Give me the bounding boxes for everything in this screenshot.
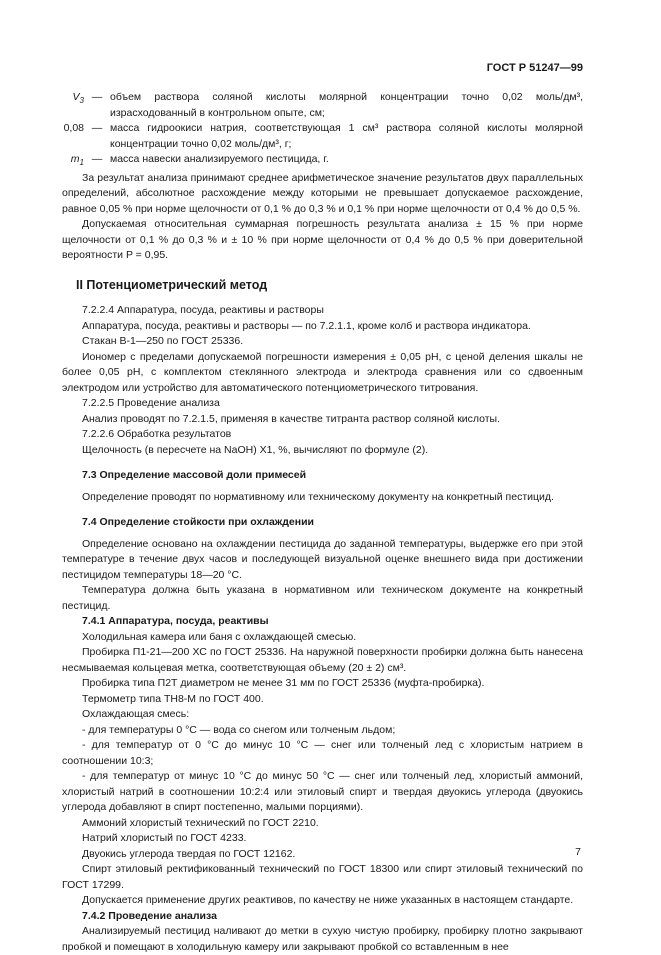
paragraph: Аппаратура, посуда, реактивы и растворы — по 7.2.1.1, кроме колб и раствора индикатора.: [82, 319, 531, 332]
paragraph: Определение основано на охлаждении пестицида до заданной температуры, выдержке его при этой температуре в течение двух часов и последующей визуальной оценке внешнего вида при достижении пестицидом температуры 18—20 °С.: [62, 537, 583, 581]
definition-text: объем раствора соляной кислоты молярной концентрации точно 0,02 моль/дм³, израсходованный в контрольном опыте, см;: [110, 91, 583, 119]
subsection-heading: 7.2.2.4 Аппаратура, посуда, реактивы и растворы: [82, 304, 324, 317]
doc-code-header: ГОСТ Р 51247—99: [486, 62, 583, 74]
paragraph: За результат анализа принимают среднее арифметическое значение результатов двух параллельных определений, абсолютное расхождение между которыми не превышает допускаемое расхождение, равное 0,05 % при норме щелочности от 0,1 % до 0,3 % и 0,1 % при норме щелочности от 0,4 % до 0,5 %.: [62, 171, 583, 215]
subsection-heading: 7.4.1 Аппаратура, посуда, реактивы: [82, 615, 269, 628]
list-item: Допускается применение других реактивов, по качеству не ниже указанных в настоящем стандарте.: [82, 894, 574, 907]
list-item: Двуокись углерода твердая по ГОСТ 12162.: [82, 847, 296, 860]
list-item: Натрий хлористый по ГОСТ 4233.: [82, 832, 247, 845]
section-heading: 7.3 Определение массовой доли примесей: [82, 469, 307, 482]
definition-row: $V_3$ — объем раствора соляной кислоты молярной концентрации точно 0,02 моль/дм³, израсходованный в контрольном опыте, см;: [62, 90, 583, 121]
definition-row: 0,08 — масса гидроокиси натрия, соответствующая 1 см³ раствора соляной кислоты молярной концентрации точно 0,02 моль/дм³, г;: [62, 121, 583, 152]
subsection-heading: 7.4.2 Проведение анализа: [82, 909, 217, 922]
list-item: - для температур от 0 °С до минус 10 °С — снег или толченый лед с хлористым натрием в соотношении 10:3;: [62, 739, 583, 767]
paragraph: Иономер с пределами допускаемой погрешности измерения ± 0,05 pH, с ценой деления шкалы не более 0,05 pH, с комплектом стеклянного электрода и электрода сравнения или со сдвоенным электродом или устройство для автоматического потенциометрического титрования.: [62, 350, 583, 394]
paragraph: Анализ проводят по 7.2.1.5, применяя в качестве титранта раствор соляной кислоты.: [82, 412, 501, 425]
list-item: - для температуры 0 °С — вода со снегом или толченым льдом;: [82, 723, 396, 736]
paragraph: Температура должна быть указана в нормативном или техническом документе на конкретный пестицид.: [62, 584, 583, 612]
list-item: Спирт этиловый ректификованный технический по ГОСТ 18300 или спирт этиловый технический по ГОСТ 17299.: [62, 863, 583, 891]
symbol-constant: 0,08: [63, 122, 84, 134]
paragraph: Определение проводят по нормативному или техническому документу на конкретный пестицид.: [82, 490, 554, 503]
symbol-v3: $V_3$: [72, 91, 84, 106]
list-item: Пробирка П1-21—200 ХС по ГОСТ 25336. На наружной поверхности пробирки должна быть нанесена несмываемая кольцевая метка, соответствующая объему (20 ± 2) см³.: [62, 646, 583, 674]
equipment-list: [62, 630, 583, 909]
paragraph: Анализируемый пестицид наливают до метки в сухую чистую пробирку, пробирку плотно закрывают пробкой и помещают в холодильную камеру или закрывают пробкой со вставленным в нее: [62, 925, 583, 953]
page-body: [62, 90, 583, 955]
paragraph: Щелочность (в пересчете на NaOH) X1, %, вычисляют по формуле (2).: [82, 443, 429, 456]
definition-text: масса гидроокиси натрия, соответствующая 1 см³ раствора соляной кислоты молярной концентрации точно 0,02 моль/дм³, г;: [110, 122, 583, 150]
section-title: II Потенциометрический метод: [76, 277, 268, 292]
list-item: - для температур от минус 10 °С до минус 50 °С — снег или толченый лед, хлористый аммоний, хлористый натрий в соотношении 10:2:4 или этиловый спирт и твердая двуокись углерода (двуокись углерода добавляют в спирт постепенно, малыми порциями).: [62, 770, 583, 814]
subsection-heading: 7.2.2.6 Обработка результатов: [82, 428, 232, 441]
subsection-heading: 7.2.2.5 Проведение анализа: [82, 397, 220, 410]
list-item: Холодильная камера или баня с охлаждающей смесью.: [82, 630, 357, 643]
list-item: Охлаждающая смесь:: [82, 708, 190, 721]
list-item: Аммоний хлористый технический по ГОСТ 2210.: [82, 816, 319, 829]
list-item: Пробирка типа П2Т диаметром не менее 31 мм по ГОСТ 25336 (муфта-пробирка).: [82, 677, 485, 690]
page-number: 7: [575, 846, 581, 858]
definition-row: $m_1$ — масса навески анализируемого пестицида, г.: [62, 152, 583, 171]
list-item: Термометр типа ТН8-М по ГОСТ 400.: [82, 692, 264, 705]
definition-text: масса навески анализируемого пестицида, г.: [110, 153, 329, 165]
section-heading: 7.4 Определение стойкости при охлаждении: [82, 516, 314, 529]
variable-definitions: [62, 90, 583, 171]
paragraph: Допускаемая относительная суммарная погрешность результата анализа ± 15 % при норме щелочности от 0,1 % до 0,3 % и ± 10 % при норме щелочности от 0,4 % до 0,5 % при доверительной вероятности P = 0,95.: [62, 218, 583, 262]
paragraph: Стакан В-1—250 по ГОСТ 25336.: [82, 335, 244, 348]
symbol-m1: $m_1$: [70, 153, 84, 168]
